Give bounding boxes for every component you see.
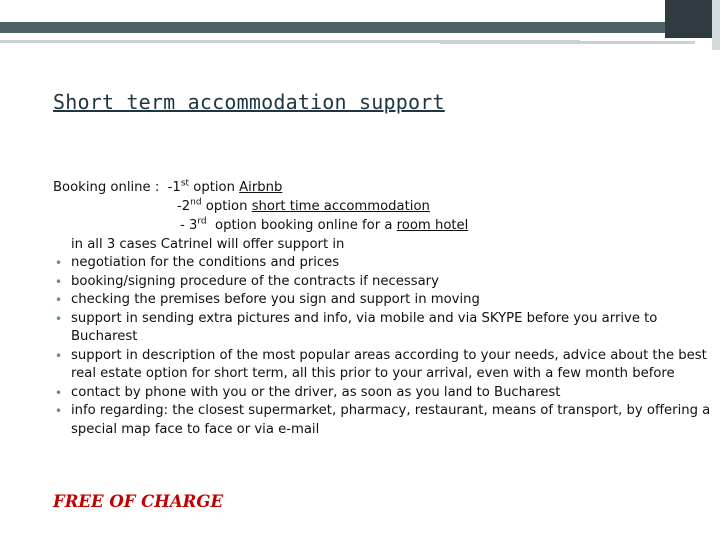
- header-band: [0, 0, 720, 22]
- option-3-text: option booking online for a: [215, 218, 393, 233]
- booking-line-3: [53, 216, 713, 235]
- option-2-sup: nd: [190, 197, 202, 208]
- header-corner-strip: [712, 0, 720, 50]
- option-1-sup: st: [180, 178, 190, 189]
- list-item: • negotiation for the conditions and prices: [53, 254, 713, 273]
- bullet-dot-icon: •: [55, 404, 63, 418]
- header-rule-right: [440, 41, 695, 44]
- list-item: • support in description of the most popular areas according to your needs, advice about the best real estate option for short term, all this prior to your arrival, even with a few month before: [55, 347, 707, 381]
- list-item: • info regarding: the closest supermarket, pharmacy, restaurant, means of transport, by offering a special map face to face or via e-mail: [55, 403, 711, 437]
- list-item: • support in sending extra pictures and info, via mobile and via SKYPE before you arrive to Bucharest: [55, 310, 658, 344]
- support-list: [53, 254, 713, 439]
- booking-label: Booking online :: [53, 180, 160, 195]
- list-item: • contact by phone with you or the driver, as soon as you land to Bucharest: [53, 384, 713, 403]
- list-item: • booking/signing procedure of the contracts if necessary: [53, 273, 713, 292]
- option-2-prefix: -2: [177, 199, 191, 214]
- bullet-dot-icon: •: [55, 385, 63, 400]
- option-1-text: option: [193, 180, 235, 195]
- list-item: • checking the premises before you sign and support in moving: [53, 291, 713, 310]
- cases-line: in all 3 cases Catrinel will offer support in: [71, 237, 345, 252]
- free-of-charge-label: FREE OF CHARGE: [53, 492, 224, 511]
- bullet-dot-icon: •: [55, 256, 63, 270]
- option-2-text: option: [205, 199, 248, 214]
- option-3-prefix: - 3: [180, 218, 198, 233]
- slide-body: [53, 178, 713, 439]
- page-title: Short term accommodation support: [53, 90, 445, 114]
- short-time-link[interactable]: short time accommodation: [251, 199, 430, 214]
- option-3-sup: rd: [197, 216, 207, 227]
- bullet-dot-icon: •: [55, 293, 63, 307]
- airbnb-link[interactable]: Airbnb: [239, 180, 283, 195]
- header-bar: [0, 22, 720, 33]
- booking-line-1: [53, 178, 713, 197]
- booking-line-2: [53, 197, 713, 216]
- option-1-prefix: -1: [167, 180, 181, 195]
- room-hotel-link[interactable]: room hotel: [396, 218, 469, 233]
- bullet-dot-icon: •: [55, 348, 63, 363]
- bullet-dot-icon: •: [55, 311, 63, 326]
- bullet-dot-icon: •: [55, 274, 63, 289]
